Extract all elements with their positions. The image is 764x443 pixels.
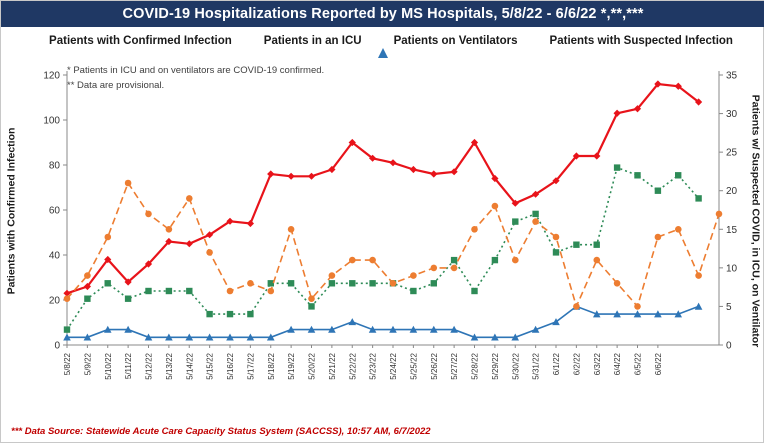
plot-svg [1, 53, 764, 423]
data-point [471, 226, 478, 233]
legend-item-suspected[interactable] [534, 35, 733, 47]
data-point [186, 195, 193, 202]
svg-text:5/18/22: 5/18/22 [266, 353, 276, 380]
data-point [349, 257, 356, 264]
data-point [186, 240, 193, 247]
data-point [614, 280, 621, 287]
data-point [410, 272, 417, 279]
data-point [614, 164, 620, 170]
svg-text:20: 20 [48, 295, 60, 307]
data-point [166, 288, 172, 294]
data-point [451, 265, 458, 272]
svg-text:35: 35 [726, 70, 738, 82]
diamond-marker-icon [33, 36, 44, 47]
data-point [247, 220, 254, 227]
data-point [553, 234, 560, 241]
plot-area [1, 53, 764, 423]
data-point [389, 159, 396, 166]
data-point [288, 173, 295, 180]
y-axis-left-title: Patients with Confirmed Infection [5, 127, 17, 295]
data-point [634, 172, 640, 178]
svg-text:5/24/22: 5/24/22 [389, 353, 398, 380]
series-line-0 [67, 84, 699, 293]
legend-item-icu[interactable] [248, 35, 362, 47]
svg-text:6/4/22: 6/4/22 [613, 353, 623, 376]
data-point [348, 318, 356, 325]
data-point [227, 311, 233, 317]
data-point [410, 166, 417, 173]
data-point [430, 170, 437, 177]
legend-item-confirmed[interactable] [33, 35, 232, 47]
source-note: *** Data Source: Statewide Acute Care Capacity Status System (SACCSS), 10:57 AM, 6/7/2022 [11, 426, 431, 437]
svg-text:80: 80 [48, 160, 60, 172]
svg-text:5/30/22: 5/30/22 [511, 353, 521, 380]
data-point [390, 280, 397, 287]
data-point [288, 226, 295, 233]
data-point [247, 280, 254, 287]
data-point [573, 303, 580, 310]
y-axis-right-title: Patients w/ Suspected COVID, in ICU, on Ventilator [749, 94, 762, 348]
data-point [594, 257, 601, 264]
svg-text:5/31/22: 5/31/22 [531, 353, 541, 380]
data-point [166, 226, 173, 233]
data-point [512, 257, 519, 264]
data-point [695, 272, 702, 279]
data-point [84, 272, 91, 279]
data-point [267, 170, 274, 177]
svg-text:5/27/22: 5/27/22 [450, 353, 460, 380]
chart-title: COVID-19 Hospitalizations Reported by MS Hospitals, 5/8/22 - 6/6/22 *,**,*** [1, 1, 764, 27]
data-point [431, 265, 438, 272]
data-point [634, 303, 641, 310]
legend-label-icu: Patients in an ICU [263, 35, 362, 47]
svg-text:100: 100 [43, 115, 60, 127]
svg-text:30: 30 [726, 109, 738, 121]
data-point [716, 211, 723, 218]
svg-text:5/21/22: 5/21/22 [327, 353, 337, 380]
data-point [64, 295, 71, 302]
data-point [329, 272, 336, 279]
svg-text:5/16/22: 5/16/22 [226, 353, 235, 380]
svg-text:6/2/22: 6/2/22 [572, 353, 582, 376]
data-point [695, 303, 703, 310]
svg-text:15: 15 [726, 224, 738, 236]
data-point [573, 242, 579, 248]
svg-text:5/25/22: 5/25/22 [409, 353, 419, 380]
svg-text:5/26/22: 5/26/22 [429, 353, 439, 380]
data-point [675, 226, 682, 233]
svg-text:5/17/22: 5/17/22 [246, 353, 256, 380]
svg-text:5/8/22: 5/8/22 [63, 353, 72, 376]
svg-text:5/29/22: 5/29/22 [490, 353, 500, 380]
data-point [349, 280, 355, 286]
svg-text:5/22/22: 5/22/22 [348, 353, 358, 380]
svg-text:20: 20 [726, 186, 738, 198]
circle-marker-icon [534, 36, 545, 47]
triangle-marker-icon [378, 36, 389, 47]
data-point [105, 280, 111, 286]
data-point [145, 288, 151, 294]
data-point [492, 203, 499, 210]
data-point [125, 296, 131, 302]
data-point [84, 296, 90, 302]
chart-legend [1, 29, 764, 53]
svg-text:40: 40 [48, 250, 60, 262]
data-point [594, 242, 600, 248]
svg-text:5/19/22: 5/19/22 [287, 353, 297, 380]
legend-item-ventilators[interactable] [378, 35, 518, 47]
data-point [268, 280, 274, 286]
data-point [227, 288, 234, 295]
data-point [593, 152, 600, 159]
svg-text:5/14/22: 5/14/22 [185, 353, 195, 380]
svg-text:60: 60 [48, 205, 60, 217]
data-point [492, 257, 498, 263]
svg-text:5/9/22: 5/9/22 [83, 353, 93, 376]
svg-text:6/3/22: 6/3/22 [592, 353, 602, 376]
svg-text:5/10/22: 5/10/22 [103, 353, 113, 380]
svg-text:0: 0 [54, 340, 60, 352]
data-point [206, 249, 213, 256]
data-point [268, 288, 275, 295]
svg-text:25: 25 [726, 147, 738, 159]
data-point [695, 195, 701, 201]
legend-label-confirmed: Patients with Confirmed Infection [49, 35, 232, 47]
series-line-2 [67, 306, 699, 337]
svg-text:0: 0 [726, 340, 732, 352]
data-point [553, 249, 559, 255]
legend-label-suspected: Patients with Suspected Infection [549, 35, 733, 47]
svg-text:5/28/22: 5/28/22 [470, 353, 480, 380]
data-point [614, 110, 621, 117]
svg-text:5/12/22: 5/12/22 [144, 353, 154, 380]
legend-label-ventilators: Patients on Ventilators [393, 35, 518, 47]
data-point [288, 280, 294, 286]
data-point [369, 257, 376, 264]
note-line-2: ** Data are provisional. [67, 80, 165, 91]
note-line-1: * Patients in ICU and on ventilators are COVID-19 confirmed. [67, 65, 325, 76]
data-point [410, 288, 416, 294]
data-point [308, 173, 315, 180]
data-point [369, 280, 375, 286]
data-point [532, 218, 539, 225]
data-point [206, 311, 212, 317]
svg-text:5/13/22: 5/13/22 [164, 353, 174, 380]
svg-text:5/20/22: 5/20/22 [307, 353, 317, 380]
svg-text:10: 10 [726, 263, 738, 275]
data-point [247, 311, 253, 317]
data-point [186, 288, 192, 294]
data-point [532, 211, 538, 217]
svg-text:6/5/22: 6/5/22 [633, 353, 643, 376]
data-point [431, 280, 437, 286]
data-point [471, 288, 477, 294]
data-point [329, 280, 335, 286]
data-point [308, 295, 315, 302]
data-point [655, 188, 661, 194]
svg-text:120: 120 [43, 70, 60, 82]
svg-text:5: 5 [726, 301, 732, 313]
svg-text:5/15/22: 5/15/22 [205, 353, 215, 380]
data-point [145, 211, 152, 218]
svg-text:5/11/22: 5/11/22 [124, 353, 134, 380]
data-point [512, 218, 518, 224]
data-point [105, 234, 112, 241]
data-point [675, 172, 681, 178]
data-point [64, 326, 70, 332]
data-point [451, 257, 457, 263]
data-point [655, 234, 662, 241]
data-point [308, 303, 314, 309]
svg-text:5/23/22: 5/23/22 [368, 353, 378, 380]
square-marker-icon [248, 36, 259, 47]
data-point [125, 180, 132, 187]
svg-text:6/6/22: 6/6/22 [653, 353, 663, 376]
svg-text:6/1/22: 6/1/22 [552, 353, 561, 376]
